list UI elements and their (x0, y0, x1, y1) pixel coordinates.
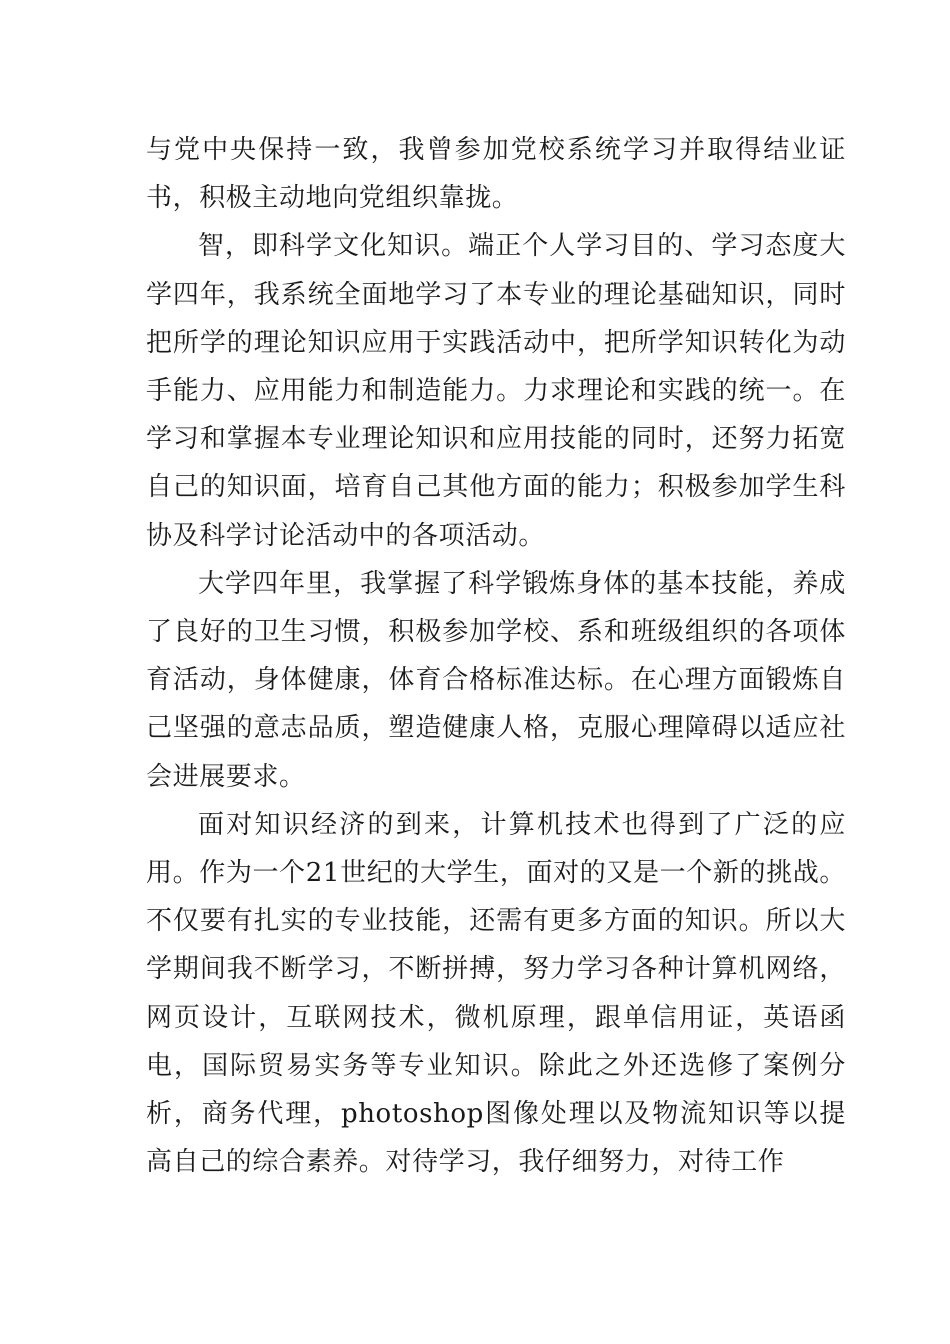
paragraph-continued: 与党中央保持一致，我曾参加党校系统学习并取得结业证书，积极主动地向党组织靠拢。 (146, 135, 846, 214)
paragraph-physical: 大学四年里，我掌握了科学锻炼身体的基本技能，养成了良好的卫生习惯，积极参加学校、系和班级组织的各项体育活动，身体健康，体育合格标准达标。在心理方面锻炼自己坚强的意志品质，塑造健康人格，克服心理障碍以适应社会进展要求。 (146, 568, 846, 792)
document-body (146, 126, 846, 1186)
paragraph-intellect: 智，即科学文化知识。端正个人学习目的、学习态度大学四年，我系统全面地学习了本专业的理论基础知识，同时把所学的理论知识应用于实践活动中，把所学知识转化为动手能力、应用能力和制造能力。力求理论和实践的统一。在学习和掌握本专业理论知识和应用技能的同时，还努力拓宽自己的知识面，培育自己其他方面的能力；积极参加学生科协及科学讨论活动中的各项活动。 (146, 231, 846, 551)
paragraph-computer-skills: 面对知识经济的到来，计算机技术也得到了广泛的应用。作为一个21世纪的大学生，面对的又是一个新的挑战。不仅要有扎实的专业技能，还需有更多方面的知识。所以大学期间我不断学习，不断拼搏，努力学习各种计算机网络，网页设计，互联网技术，微机原理，跟单信用证，英语函电，国际贸易实务等专业知识。除此之外还选修了案例分析，商务代理，photoshop图像处理以及物流知识等以提高自己的综合素养。对待学习，我仔细努力，对待工作 (146, 809, 846, 1178)
